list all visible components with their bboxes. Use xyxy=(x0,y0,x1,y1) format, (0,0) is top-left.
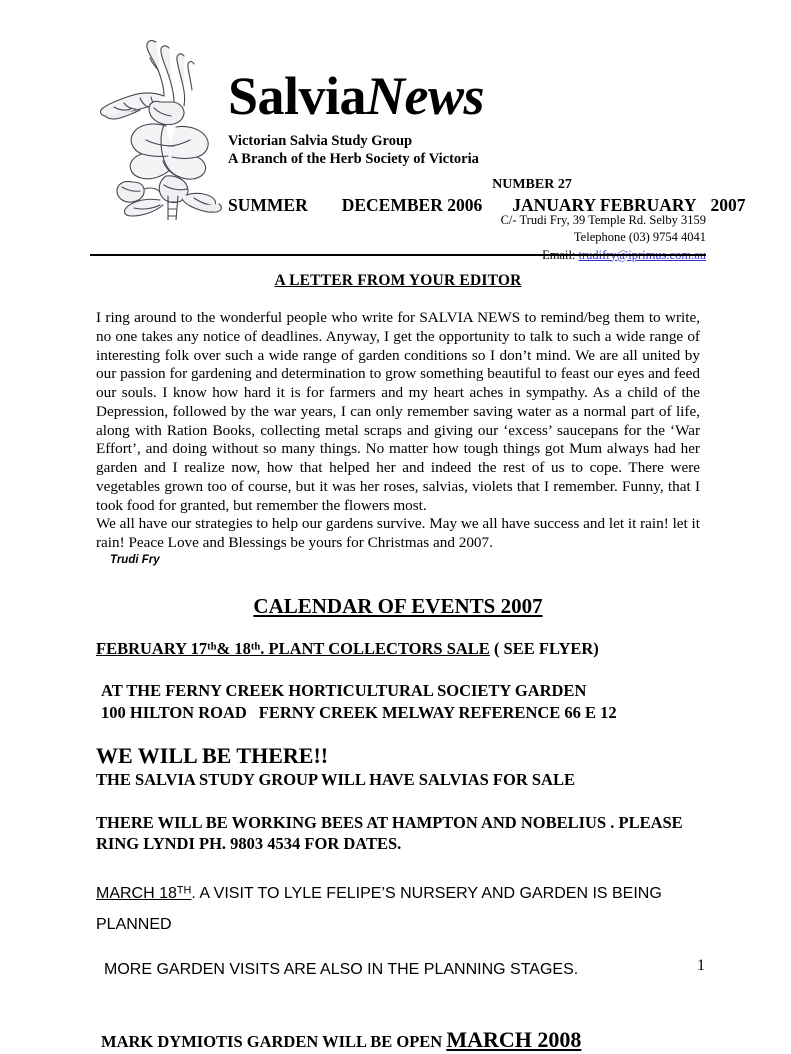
issue-year-to: 2007 xyxy=(710,195,746,216)
venue-street: 100 HILTON ROAD xyxy=(101,702,247,722)
letter-signature: Trudi Fry xyxy=(110,553,160,566)
march-sup: TH xyxy=(176,884,192,897)
working-bees-line-2: RING LYNDI PH. 9803 4534 FOR DATES. xyxy=(96,833,402,853)
contact-email-link[interactable]: trudifry@iprimus.com.au xyxy=(578,247,706,262)
march-rest: . A VISIT TO LYLE FELIPE’S NURSERY AND GARDEN IS BEING xyxy=(191,884,662,902)
calendar-events xyxy=(96,639,700,1054)
event-more-garden-visits: MORE GARDEN VISITS ARE ALSO IN THE PLANNING STAGES. xyxy=(104,961,579,979)
mark-prefix: MARK DYMIOTIS GARDEN WILL BE OPEN xyxy=(101,1032,447,1052)
mark-date: MARCH 2008 xyxy=(446,1027,582,1053)
issue-number: NUMBER 27 xyxy=(492,177,572,193)
issue-season-label: SUMMER xyxy=(228,195,308,216)
title-salvia: Salvia xyxy=(228,66,367,126)
event-working-bees xyxy=(96,812,700,854)
february-month: FEBRUARY 17 xyxy=(96,638,208,658)
subtitle-line-2: A Branch of the Herb Society of Victoria xyxy=(228,151,479,168)
letter-body xyxy=(96,309,700,553)
february-event-title: . PLANT COLLECTORS SALE xyxy=(260,638,490,658)
page-number: 1 xyxy=(697,957,705,974)
masthead xyxy=(90,22,746,262)
event-march-visit xyxy=(96,878,700,940)
calendar-heading: CALENDAR OF EVENTS 2007 xyxy=(253,593,543,618)
masthead-divider xyxy=(90,254,706,256)
event-venue xyxy=(96,680,700,724)
march-line-1 xyxy=(96,878,700,909)
contact-telephone: Telephone (03) 9754 4041 xyxy=(573,230,706,245)
letter-paragraph-2: We all have our strategies to help our gardens survive. May we all have success and let it rain! let it rain! Peace Love and Blessings be yours for Christmas and 2007. xyxy=(96,515,700,552)
venue-melway: FERNY CREEK MELWAY REFERENCE 66 E 12 xyxy=(258,702,617,722)
title-news: News xyxy=(366,66,485,126)
contact-address: C/- Trudi Fry, 39 Temple Rd. Selby 3159 xyxy=(500,213,706,227)
march-label: MARCH 18 xyxy=(96,884,177,902)
document-content xyxy=(96,272,700,1054)
letter-paragraph-1: I ring around to the wonderful people who write for SALVIA NEWS to remind/beg them to write, no one takes any notice of deadlines. Anyway, I get the opportunity to talk to such a wide range of interesting folk over such a wide range of garden conditions so I don’t mind. We are all united by our passion for gardening and determination to grow something beautiful to feast our eyes and feed our souls. I know how hard it is for farmers and my heart aches in sympathy. As a child of the Depression, followed by the war years, I can only remember saving water as a normal part of life, along with Ration Books, collecting metal scraps and giving our ‘excess’ saucepans for the ‘War Effort’, and doing without so many things. No matter how tough things got Mum always had her garden and I realize now, how that helped her and indeed the rest of us to cope. There were vegetables grown too of course, but it was her roses, salvias, violets that I remember. Funny, that I took food for granted, but remember the flowers most. xyxy=(96,309,700,514)
venue-line-2 xyxy=(101,702,700,724)
event-salvias-for-sale: THE SALVIA STUDY GROUP WILL HAVE SALVIAS FOR SALE xyxy=(96,769,575,789)
march-line-2: PLANNED xyxy=(96,916,172,934)
event-mark-dymiotis-garden xyxy=(96,1027,700,1053)
masthead-subtitle xyxy=(228,132,706,168)
february-joiner: & 18 xyxy=(216,638,251,658)
issue-months-from: DECEMBER 2006 xyxy=(341,195,483,216)
issue-months-to: JANUARY FEBRUARY xyxy=(512,195,697,216)
contact-email-label: Email: xyxy=(542,247,576,262)
february-sup-2: th xyxy=(250,641,261,653)
page-title xyxy=(228,68,706,124)
subtitle-line-1: Victorian Salvia Study Group xyxy=(228,133,413,150)
venue-line-1: AT THE FERNY CREEK HORTICULTURAL SOCIETY GARDEN xyxy=(101,680,587,700)
february-event-note: ( SEE FLYER) xyxy=(489,638,599,658)
letter-heading: A LETTER FROM YOUR EDITOR xyxy=(274,272,522,289)
february-sup-1: th xyxy=(207,641,217,653)
event-february-plant-sale xyxy=(96,639,700,659)
working-bees-line-1: THERE WILL BE WORKING BEES AT HAMPTON AND NOBELIUS . PLEASE xyxy=(96,812,683,832)
masthead-title-block xyxy=(228,22,746,216)
salvia-flower-illustration-icon xyxy=(94,30,224,220)
event-we-will-be-there: WE WILL BE THERE!! xyxy=(96,742,329,768)
